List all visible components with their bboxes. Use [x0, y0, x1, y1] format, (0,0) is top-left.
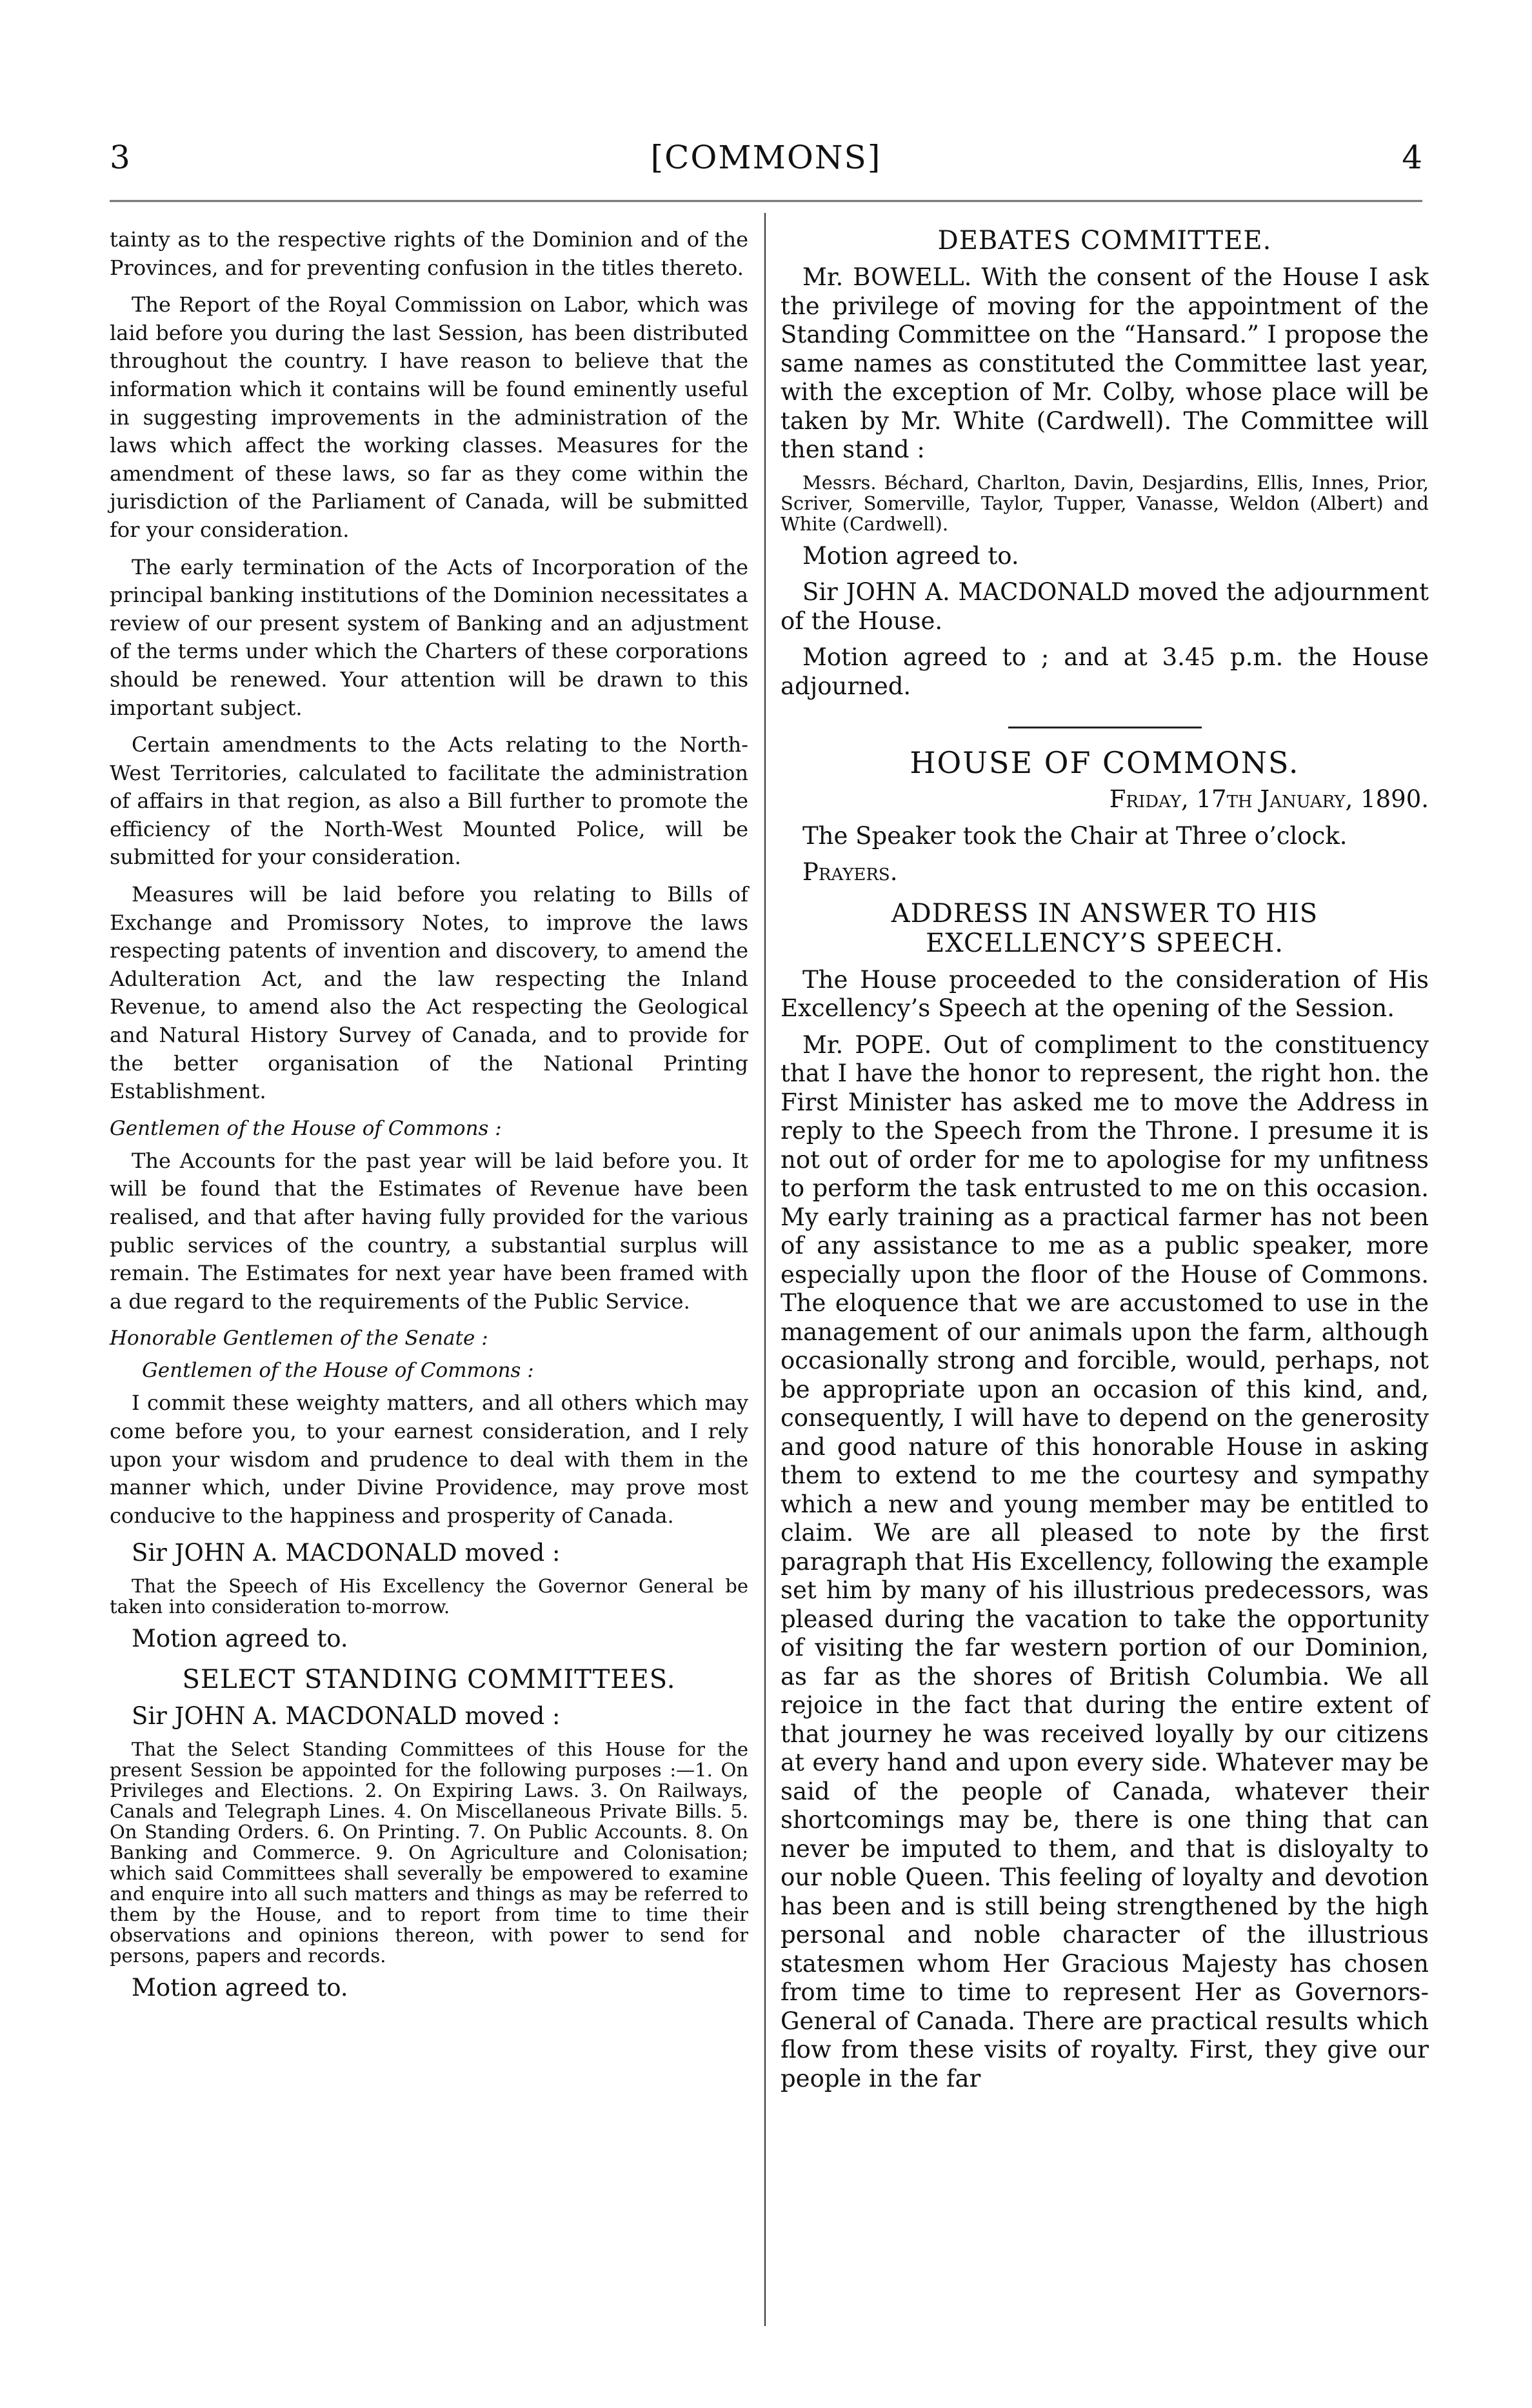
committee-members: Messrs. Béchard, Charlton, Davin, Desjardins, Ellis, Innes, Prior, Scriver, Somerville, Taylor, Tupper, Vanasse, Weldon (Albert) and White (Cardwell). — [781, 471, 1429, 535]
speech: Mr. BOWELL. With the consent of the House I ask the privilege of moving for the appointment of the Standing Committee on the “Hansard.” I propose the same names as constituted the Committee last year, with the exception of Mr. Colby, whose place will be taken by Mr. White (Cardwell). The Committee will then stand : — [781, 263, 1429, 463]
page-number-right: 4 — [1402, 139, 1422, 176]
header-rule — [110, 200, 1422, 205]
motion-agreed: Motion agreed to. — [132, 1624, 348, 1652]
motion-text: Sir JOHN A. MACDONALD moved the adjournment of the House. — [781, 578, 1429, 635]
paragraph: tainty as to the respective rights of the Dominion and of the Provinces, and for preventing confusion in the titles thereto. — [110, 227, 748, 280]
section-title: [COMMONS] — [650, 139, 882, 176]
speech: Mr. POPE. Out of compliment to the constituency that I have the honor to represent, the right hon. the First Minister has asked me to move the Address in reply to the Speech from the Throne. I presume it is not out of order for me to apologise for my unfitness to perform the task entrusted to me on this occasion. My early training as a practical farmer has not been of any assistance to me as a public speaker, more especially upon the floor of the House of Commons. The eloquence that we are accustomed to use in the management of our animals upon the farm, although occasionally strong and forcible, would, perhaps, not be appropriate upon an occasion of this kind, and, consequently, I will have to depend on the generosity and good nature of this honorable House in asking them to extend to me the courtesy and sympathy which a new and young member may be entitled to claim. We are all pleased to note by the first paragraph that His Excellency, following the example set him by many of his illustrious predecessors, was pleased during the vacation to take the opportunity of visiting the far western portion of our Dominion, as far as the shores of British Columbia. We all rejoice in the fact that during the entire extent of that journey he was received loyally by our citizens at every hand and upon every side. Whatever may be said of the people of Canada, whatever their shortcomings may be, there is one thing that can never be imputed to them, and that is disloyalty to our noble Queen. This feeling of loyalty and devotion has been and is still being strengthened by the high personal and noble character of the illustrious statesmen whom Her Gracious Majesty has chosen from time to time to represent Her as Governors-General of Canada. There are practical results which flow from these visits of royalty. First, they give our people in the far — [781, 1030, 1429, 2092]
section-heading: HOUSE OF COMMONS. — [910, 745, 1300, 780]
motion-mover: Sir JOHN A. MACDONALD moved : — [132, 1702, 561, 1731]
page-header — [110, 139, 1422, 184]
page-number-left: 3 — [110, 139, 130, 176]
paragraph: The early termination of the Acts of Incorporation of the principal banking institutions of the Dominion necessitates a review of our present system of Banking and an adjustment of the terms under which the Charters of these corporations should be renewed. Your attention will be drawn to this important subject. — [110, 554, 748, 720]
right-column — [781, 226, 1429, 2101]
section-rule — [1008, 727, 1202, 728]
motion-text: Motion agreed to ; and at 3.45 p.m. the House adjourned. — [781, 643, 1429, 700]
motion-text: That the Speech of His Excellency the Governor General be taken into consideration to-morrow. — [110, 1574, 748, 1618]
section-heading: DEBATES COMMITTEE. — [937, 226, 1272, 256]
motion-agreed: Motion agreed to. — [802, 541, 1019, 570]
section-heading: SELECT STANDING COMMITTEES. — [182, 1665, 676, 1695]
paragraph: The Accounts for the past year will be laid before you. It will be found that the Estimates of Revenue have been realised, and that after having fully provided for the various public services of the country, a substantial surplus will remain. The Estimates for next year have been framed with a due regard to the requirements of the Public Service. — [110, 1148, 748, 1314]
left-column — [110, 226, 748, 2010]
sitting-date: Friday, 17th January, 1890. — [1109, 785, 1429, 813]
prayers-note: Prayers. — [802, 858, 898, 886]
paragraph: The Report of the Royal Commission on Labor, which was laid before you during the last Session, has been distributed throughout the country. I have reason to believe that the information which it contains will be found eminently useful in suggesting improvements in the administration of the laws which affect the working classes. Measures for the amendment of these laws, so far as they come within the jurisdiction of the Parliament of Canada, will be submitted for your consideration. — [110, 292, 748, 542]
paragraph: The House proceeded to the consideration of His Excellency’s Speech at the opening of the Session. — [781, 965, 1429, 1022]
section-heading: ADDRESS IN ANSWER TO HIS EXCELLENCY’S SPEECH. — [891, 898, 1318, 958]
salutation: Honorable Gentlemen of the Senate : — [110, 1327, 488, 1350]
motion-text: That the Select Standing Committees of this House for the present Session be appointed for the following purposes :—1. On Privileges and Elections. 2. On Expiring Laws. 3. On Railways, Canals and Telegraph Lines. 4. On Miscellaneous Private Bills. 5. On Standing Orders. 6. On Printing. 7. On Public Accounts. 8. On Banking and Commerce. 9. On Agriculture and Colonisation; which said Committees shall severally be empowered to examine and enquire into all such matters and things as may be referred to them by the House, and to report from time to time their observations and opinions thereon, with power to send for persons, papers and records. — [110, 1738, 748, 1967]
motion-mover: Sir JOHN A. MACDONALD moved : — [132, 1539, 561, 1567]
column-divider — [764, 213, 766, 2326]
speaker-note: The Speaker took the Chair at Three o’clock. — [802, 821, 1348, 850]
motion-agreed: Motion agreed to. — [132, 1973, 348, 2002]
salutation: Gentlemen of the House of Commons : — [142, 1359, 534, 1383]
salutation: Gentlemen of the House of Commons : — [110, 1116, 502, 1140]
paragraph: Certain amendments to the Acts relating to the North-West Territories, calculated to facilitate the administration of affairs in that region, as also a Bill further to promote the efficiency of the North-West Mounted Police, will be submitted for your consideration. — [110, 732, 748, 870]
paragraph: I commit these weighty matters, and all others which may come before you, to your earnest consideration, and I rely upon your wisdom and prudence to deal with them in the manner which, under Divine Providence, may prove most conducive to the happiness and prosperity of Canada. — [110, 1390, 748, 1528]
paragraph: Measures will be laid before you relating to Bills of Exchange and Promissory Notes, to improve the laws respecting patents of invention and discovery, to amend the Adulteration Act, and the law respecting the Inland Revenue, to amend also the Act respecting the Geological and Natural History Survey of Canada, and to provide for the better organisation of the National Printing Establishment. — [110, 882, 748, 1104]
